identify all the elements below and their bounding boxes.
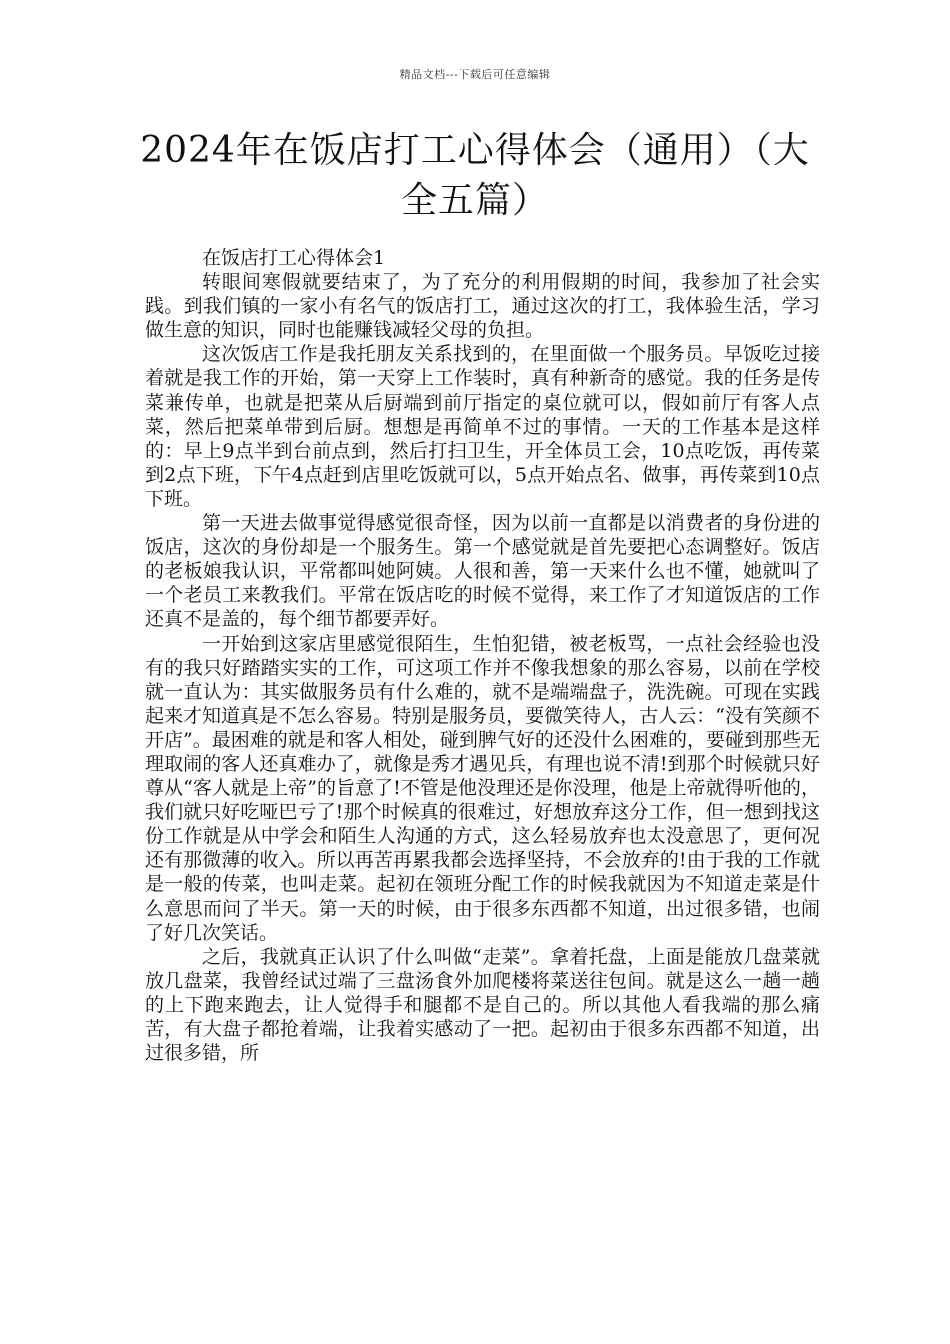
document-title: 2024年在饭店打工心得体会（通用）（大全五篇） bbox=[140, 130, 810, 221]
header-note: 精品文档---下载后可任意编辑 bbox=[399, 68, 551, 81]
section-heading: 在饭店打工心得体会1 bbox=[202, 247, 386, 269]
paragraph-2: 这次饭店工作是我托朋友关系找到的，在里面做一个服务员。早饭吃过接着就是我工作的开始，第一天穿上工作装时，真有种新奇的感觉。我的任务是传菜兼传单，也就是把菜从后厨端到前厅指定的桌位就可以，假如前厅有客人点菜，然后把菜单带到后厨。想想是再简单不过的事情。一天的工作基本是这样的：早上9点半到台前点到，然后打扫卫生，开全体员工会，10点吃饭，再传菜到2点下班，下午4点赶到店里吃饭就可以，5点开始点名、做事，再传菜到10点下班。 bbox=[145, 343, 820, 510]
paragraph-4: 一开始到这家店里感觉很陌生，生怕犯错，被老板骂，一点社会经验也没有的我只好踏踏实实的工作，可这项工作并不像我想象的那么容易，以前在学校就一直认为：其实做服务员有什么难的，就不是端端盘子，洗洗碗。可现在实践起来才知道真是不怎么容易。特别是服务员，要微笑待人，古人云：“没有笑颜不开店”。最困难的就是和客人相处，碰到脾气好的还没什么困难的，要碰到那些无理取闹的客人还真难办了，就像是秀才遇见兵，有理也说不清!到那个时候就只好尊从“客人就是上帝”的旨意了!不管是他没理还是你没理，他是上帝就得听他的，我们就只好吃哑巴亏了!那个时候真的很难过，好想放弃这分工作，但一想到找这份工作就是从中学会和陌生人沟通的方式，这么轻易放弃也太没意思了，更何况还有那微薄的收入。所以再苦再累我都会选择坚持，不会放弃的!由于我的工作就是一般的传菜，也叫走菜。起初在领班分配工作的时候我就因为不知道走菜是什么意思而问了半天。第一天的时候，由于很多东西都不知道，出过很多错，也闹了好几次笑话。 bbox=[145, 632, 820, 944]
paragraph-3: 第一天进去做事觉得感觉很奇怪，因为以前一直都是以消费者的身份进的饭店，这次的身份却是一个服务生。第一个感觉就是首先要把心态调整好。饭店的老板娘我认识，平常都叫她阿姨。人很和善，第一天来什么也不懂，她就叫了一个老员工来教我们。平常在饭店吃的时候不觉得，来工作了才知道饭店的工作还真不是盖的，每个细节都要弄好。 bbox=[145, 512, 820, 631]
document-body bbox=[145, 246, 820, 1065]
paragraph-5: 之后，我就真正认识了什么叫做“走菜”。拿着托盘，上面是能放几盘菜就放几盘菜，我曾经试过端了三盘汤食外加爬楼将菜送往包间。就是这么一趟一趟的上下跑来跑去，让人觉得手和腿都不是自己的。所以其他人看我端的那么痛苦，有大盘子都抢着端，让我着实感动了一把。起初由于很多东西都不知道，出过很多错，所 bbox=[145, 945, 820, 1065]
paragraph-1: 转眼间寒假就要结束了，为了充分的利用假期的时间，我参加了社会实践。到我们镇的一家小有名气的饭店打工，通过这次的打工，我体验生活，学习做生意的知识，同时也能赚钱减轻父母的负担。 bbox=[145, 271, 820, 342]
